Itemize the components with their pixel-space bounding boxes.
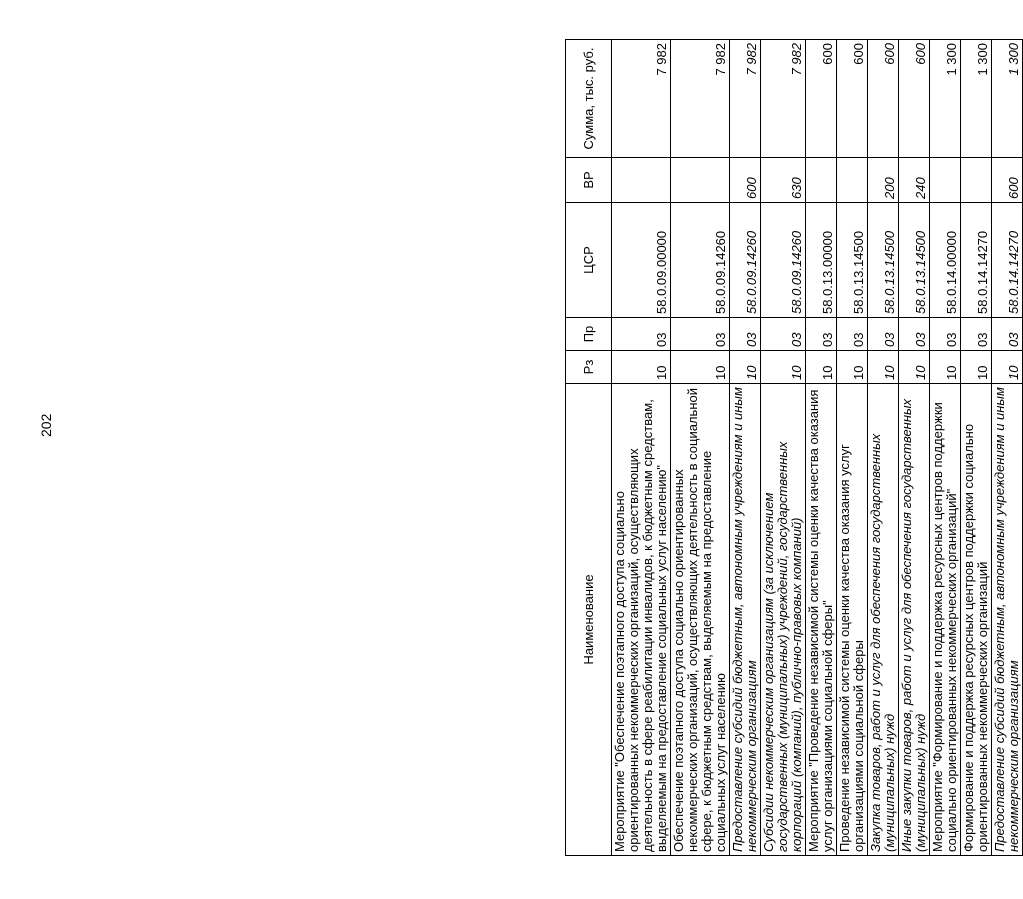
table-row [671,40,730,856]
cell-rz: 10 [837,351,868,384]
table-row [930,40,961,856]
cell-rz: 10 [868,351,899,384]
cell-csr: 58.0.09.14260 [730,203,761,318]
cell-vr [961,158,992,203]
cell-vr: 200 [868,158,899,203]
cell-rz: 10 [671,351,730,384]
table-header-row [566,40,612,856]
cell-rz: 10 [899,351,930,384]
budget-table [565,39,1023,856]
cell-csr: 58.0.14.14270 [992,203,1023,318]
cell-pr: 03 [868,318,899,351]
cell-sum: 600 [868,40,899,158]
cell-pr: 03 [671,318,730,351]
cell-pr: 03 [992,318,1023,351]
cell-csr: 58.0.13.14500 [899,203,930,318]
header-sum: Сумма, тыс. руб. [566,40,612,158]
cell-sum: 1 300 [992,40,1023,158]
cell-csr: 58.0.14.00000 [930,203,961,318]
cell-rz: 10 [730,351,761,384]
header-name: Наименование [566,384,612,856]
cell-name: Формирование и поддержка ресурсных центров поддержки социально ориентированных некоммерческих организаций [961,384,992,856]
cell-name: Мероприятие "Формирование и поддержка ресурсных центров поддержки социально ориентированных некоммерческих организаций" [930,384,961,856]
cell-name: Мероприятие "Проведение независимой системы оценки качества оказания услуг организациями социальной сферы" [806,384,837,856]
page-number: 202 [38,413,54,437]
cell-pr: 03 [730,318,761,351]
table-row [806,40,837,856]
cell-vr: 240 [899,158,930,203]
cell-sum: 7 982 [612,40,671,158]
cell-vr [671,158,730,203]
cell-name: Предоставление субсидий бюджетным, автономным учреждениям и иным некоммерческим организациям [730,384,761,856]
header-vr: ВР [566,158,612,203]
cell-sum: 600 [837,40,868,158]
cell-sum: 7 982 [671,40,730,158]
cell-name: Мероприятие "Обеспечение поэтапного доступа социально ориентированных некоммерческих организаций, осуществляющих деятельность в сфере реабилитации инвалидов, к бюджетным средствам, выделяемым на предоставление социальных услуг населению" [612,384,671,856]
cell-csr: 58.0.13.00000 [806,203,837,318]
cell-rz: 10 [930,351,961,384]
cell-csr: 58.0.09.14260 [761,203,806,318]
cell-csr: 58.0.14.14270 [961,203,992,318]
header-rz: Рз [566,351,612,384]
cell-pr: 03 [930,318,961,351]
budget-table-container [565,40,1023,856]
cell-sum: 600 [899,40,930,158]
table-row [612,40,671,856]
cell-vr: 600 [730,158,761,203]
table-row [961,40,992,856]
cell-sum: 600 [806,40,837,158]
cell-rz: 10 [612,351,671,384]
cell-pr: 03 [806,318,837,351]
cell-sum: 1 300 [961,40,992,158]
cell-sum: 7 982 [730,40,761,158]
cell-pr: 03 [612,318,671,351]
cell-pr: 03 [837,318,868,351]
table-row [868,40,899,856]
cell-rz: 10 [961,351,992,384]
header-pr: Пр [566,318,612,351]
cell-vr [612,158,671,203]
header-csr: ЦСР [566,203,612,318]
cell-sum: 1 300 [930,40,961,158]
cell-name: Предоставление субсидий бюджетным, автономным учреждениям и иным некоммерческим организациям [992,384,1023,856]
cell-name: Субсидии некоммерческим организациям (за исключением государственных (муниципальных) учреждений, государственных корпораций (компаний), публично-правовых компаний) [761,384,806,856]
cell-pr: 03 [761,318,806,351]
cell-sum: 7 982 [761,40,806,158]
cell-pr: 03 [899,318,930,351]
table-row [899,40,930,856]
cell-pr: 03 [961,318,992,351]
cell-vr: 630 [761,158,806,203]
table-row [837,40,868,856]
table-row [730,40,761,856]
cell-csr: 58.0.09.14260 [671,203,730,318]
cell-vr [806,158,837,203]
cell-name: Иные закупки товаров, работ и услуг для обеспечения государственных (муниципальных) нужд [899,384,930,856]
cell-rz: 10 [992,351,1023,384]
cell-csr: 58.0.09.00000 [612,203,671,318]
cell-name: Закупка товаров, работ и услуг для обеспечения государственных (муниципальных) нужд [868,384,899,856]
table-row [992,40,1023,856]
cell-vr [837,158,868,203]
cell-rz: 10 [806,351,837,384]
cell-name: Обеспечение поэтапного доступа социально ориентированных некоммерческих организаций, осуществляющих деятельность в социальной сфере, к бюджетным средствам, выделяемым на предоставление социальных услуг населению [671,384,730,856]
cell-csr: 58.0.13.14500 [868,203,899,318]
cell-vr [930,158,961,203]
cell-csr: 58.0.13.14500 [837,203,868,318]
table-row [761,40,806,856]
cell-rz: 10 [761,351,806,384]
cell-vr: 600 [992,158,1023,203]
cell-name: Проведение независимой системы оценки качества оказания услуг организациями социальной сферы [837,384,868,856]
